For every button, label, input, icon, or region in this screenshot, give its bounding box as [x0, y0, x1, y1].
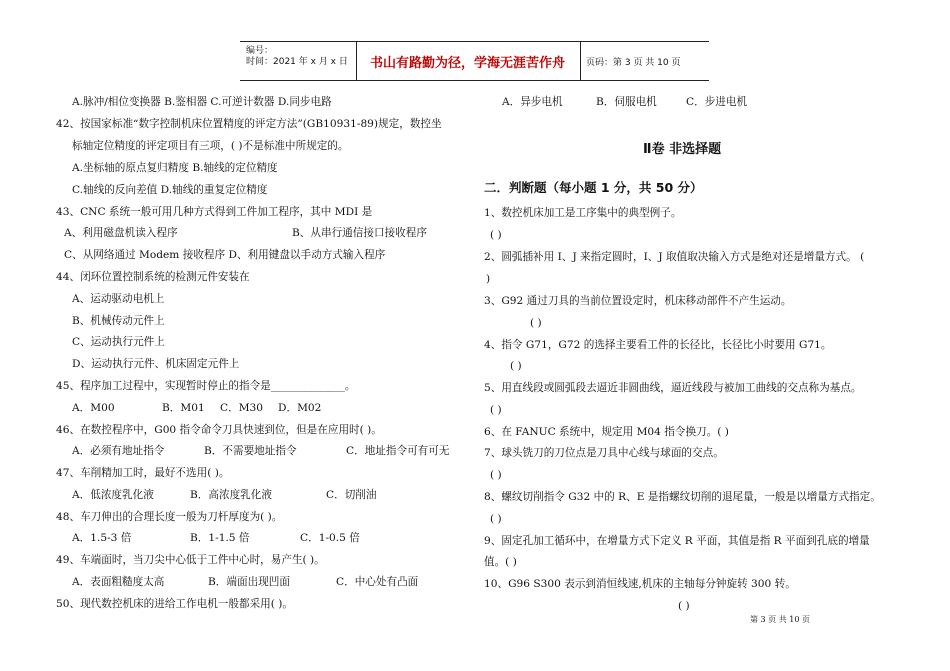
judgment-4: 4、指令 G71，G72 的选择主要看工件的长径比，长径比小时要用 G71。 [484, 339, 832, 351]
judgment-3-paren: ( ) [530, 317, 542, 329]
q46-stem: 46、在数控程序中，G00 指令命令刀具快速到位，但是在应用时( )。 [56, 424, 382, 436]
q43-option-a: A、利用磁盘机读入程序 [64, 227, 178, 239]
section-title: 二．判断题（每小题 1 分，共 50 分） [484, 180, 703, 195]
q44-option-c: C、运动执行元件上 [72, 336, 165, 348]
q45-option-b: B．M01 [162, 402, 205, 414]
q46-option-a: A．必须有地址指令 [72, 445, 165, 457]
q48-stem: 48、车刀伸出的合理长度一般为刀杆厚度为( )。 [56, 511, 283, 523]
q42-stem-line1: 42、按国家标准“数字控制机床位置精度的评定方法”(GB10931-89)规定，数控坐 [56, 118, 442, 130]
q47-option-b: B．高浓度乳化液 [190, 489, 272, 501]
q44-option-b: B、机械传动元件上 [72, 315, 165, 327]
q46-option-b: B．不需要地址指令 [204, 445, 297, 457]
q47-option-c: C．切削油 [326, 489, 377, 501]
header-bottom-rule [240, 80, 709, 81]
judgment-3: 3、G92 通过刀具的当前位置设定时，机床移动部件不产生运动。 [484, 295, 792, 307]
judgment-10-paren: ( ) [678, 600, 690, 612]
judgment-1: 1、数控机床加工是工序集中的典型例子。 [484, 207, 682, 219]
q49-option-b: B．端面出现凹面 [208, 576, 290, 588]
q47-option-a: A．低浓度乳化液 [72, 489, 154, 501]
header-divider-left [356, 41, 357, 80]
header-serial-label: 编号： [246, 46, 274, 56]
judgment-8: 8、螺纹切削指令 G32 中的 R、E 是指螺纹切削的退尾量，一般是以增量方式指定。 [484, 491, 881, 503]
q43-option-cd: C、从网络通过 Modem 接收程序 D、利用键盘以手动方式输入程序 [64, 249, 386, 261]
q42-options-1: A.坐标轴的原点复归精度 B.轴线的定位精度 [72, 162, 278, 174]
q50-option-c: C．步进电机 [686, 96, 748, 108]
q42-options-2: C.轴线的反向差值 D.轴线的重复定位精度 [72, 184, 268, 196]
q49-option-c: C．中心处有凸面 [336, 576, 419, 588]
q49-stem: 49、车端面时，当刀尖中心低于工件中心时，易产生( )。 [56, 554, 325, 566]
q43-stem: 43、CNC 系统一般可用几种方式得到工件加工程序，其中 MDI 是 [56, 206, 373, 218]
header-top-rule [240, 41, 709, 42]
judgment-1-paren: ( ) [490, 229, 502, 241]
q46-option-c: C．地址指令可有可无 [346, 445, 450, 457]
q44-option-d: D、运动执行元件、机床固定元件上 [72, 358, 240, 370]
q41-options: A.脉冲/相位变换器 B.鉴相器 C.可逆计数器 D.同步电路 [72, 96, 332, 108]
q48-option-c: C．1-0.5 倍 [300, 532, 360, 544]
q43-option-b: B、从串行通信接口接收程序 [292, 227, 427, 239]
judgment-10: 10、G96 S300 表示到消恒线速,机床的主轴每分钟旋转 300 转。 [484, 578, 796, 590]
judgment-7-paren: ( ) [490, 469, 502, 481]
judgment-4-paren: ( ) [510, 360, 522, 372]
header-page-label: 页码：第 3 页 共 10 页 [586, 58, 681, 68]
header-motto: 书山有路勤为径，学海无涯苦作舟 [370, 56, 566, 71]
q42-stem-line2: 标轴定位精度的评定项目有三项，( )不是标准中所规定的。 [72, 140, 349, 152]
q45-option-a: A．M00 [72, 402, 115, 414]
judgment-7: 7、球头铣刀的刀位点是刀具中心线与球面的交点。 [484, 447, 724, 459]
q50-option-b: B．伺服电机 [596, 96, 657, 108]
judgment-2-paren: ) [486, 273, 491, 285]
q50-option-a: A．异步电机 [502, 96, 563, 108]
q50-stem: 50、现代数控机床的进给工作电机一般都采用( )。 [56, 598, 293, 610]
judgment-6: 6、在 FANUC 系统中，规定用 M04 指令换刀。( ) [484, 426, 729, 438]
q48-option-b: B．1-1.5 倍 [190, 532, 250, 544]
judgment-9-line1: 9、固定孔加工循环中，在增量方式下定义 R 平面，其值是指 R 平面到孔底的增量 [484, 535, 870, 547]
judgment-5: 5、用直线段或圆弧段去逼近非圆曲线，逼近线段与被加工曲线的交点称为基点。 [484, 382, 862, 394]
q48-option-a: A．1.5-3 倍 [72, 532, 132, 544]
q44-option-a: A、运动驱动电机上 [72, 293, 165, 305]
q45-stem: 45、程序加工过程中，实现暂时停止的指令是______________。 [56, 380, 356, 392]
judgment-5-paren: ( ) [490, 404, 502, 416]
part-title: Ⅱ卷 非选择题 [643, 142, 722, 157]
header-divider-right [580, 41, 581, 80]
judgment-2: 2、圆弧插补用 I、J 来指定圆时，I、J 取值取决输入方式是绝对还是增量方式。 ( [484, 251, 865, 263]
judgment-8-paren: ( ) [490, 513, 502, 525]
q45-option-d: D．M02 [278, 402, 322, 414]
footer-page-number: 第 3 页 共 10 页 [750, 615, 810, 624]
header-time-label: 时间：2021 年 x 月 x 日 [246, 57, 348, 67]
judgment-9-line2: 值。( ) [484, 556, 517, 568]
q47-stem: 47、车削精加工时，最好不选用( )。 [56, 467, 230, 479]
q44-stem: 44、闭环位置控制系统的检测元件安装在 [56, 271, 250, 283]
q45-option-c: C．M30 [220, 402, 264, 414]
q49-option-a: A．表面粗糙度太高 [72, 576, 165, 588]
